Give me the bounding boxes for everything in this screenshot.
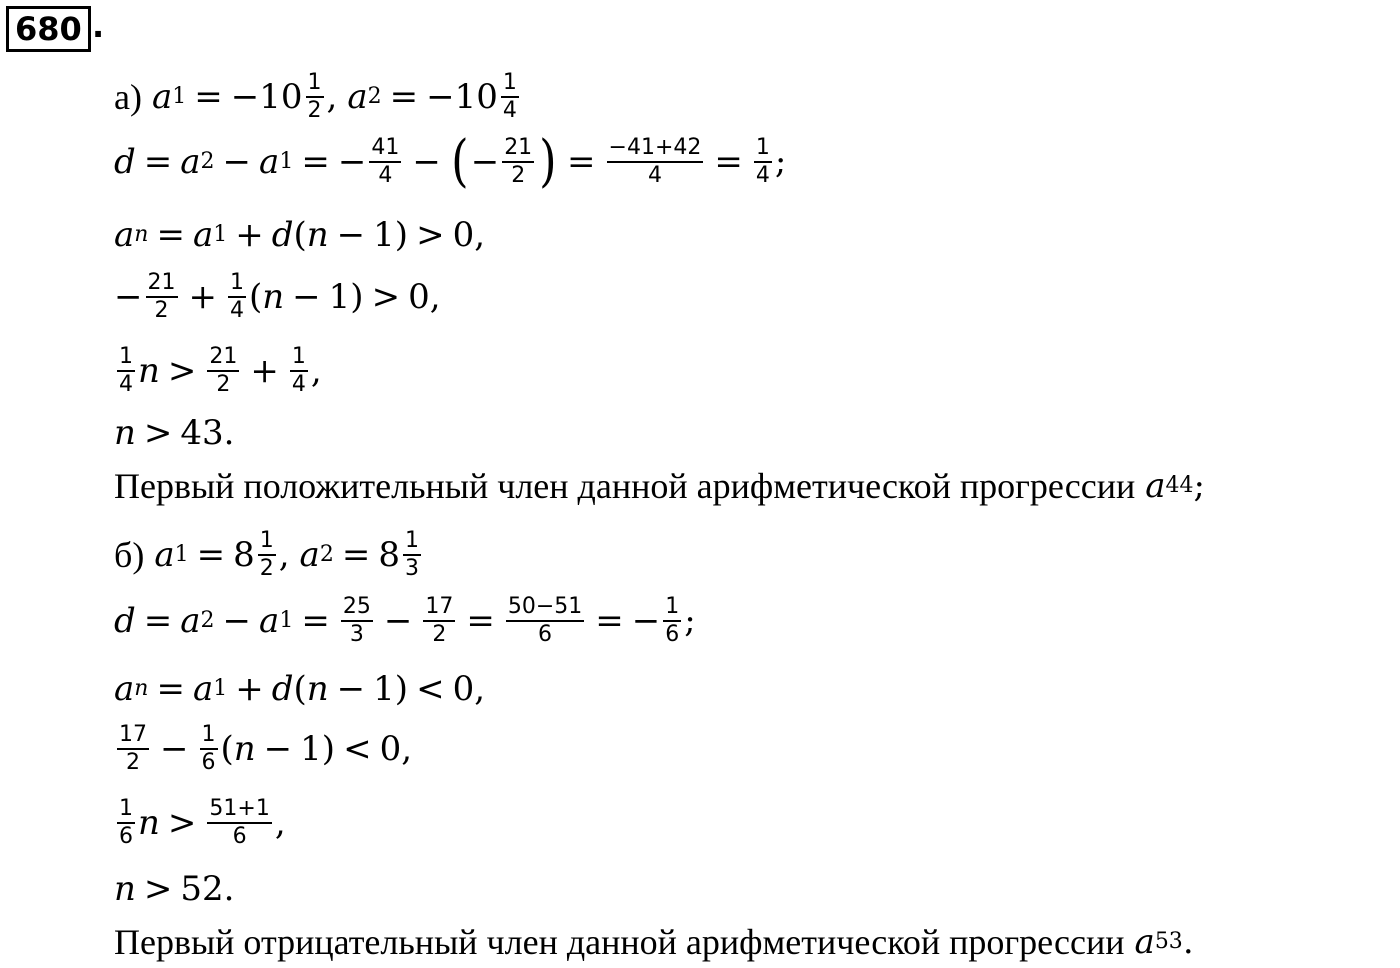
- b-d-line: d = a 2 − a 1 = $\frac{25}{3}$ − $\frac{17}{2}$ = $\frac{50-51}{6}$ = − $\frac{1}{6}$ ;: [114, 594, 696, 647]
- b-step1: $\frac{17}{2}$ − $\frac{1}{6}$ ( n − 1) < 0,: [119, 722, 413, 775]
- a-result: n > 43.: [114, 413, 235, 453]
- a-d-line: d = a 2 − a 1 = − $\frac{41}{4}$ − ( − $\frac{21}{2}$ ) = $\frac{-41+42}{4}$ = $\frac{1}{4}$ ;: [114, 129, 787, 194]
- b-given: б) a 1 = 8 $\frac{1}{2}$ , a 2 = 8 $\frac{1}{3}$: [114, 528, 419, 581]
- a-label: а): [114, 77, 142, 117]
- a-conclusion: Первый положительный член данной арифметической прогрессии a 44 ;: [114, 466, 1206, 506]
- a-step2: $\frac{1}{4}$ n > $\frac{21}{2}$ + $\frac{1}{4}$ ,: [119, 344, 322, 397]
- problem-number: 680: [6, 6, 91, 52]
- problem-number-dot: .: [92, 7, 105, 45]
- b-conclusion: Первый отрицательный член данной арифметической прогрессии a 53 .: [114, 922, 1194, 962]
- a-condition: a n = a 1 + d ( n − 1) > 0,: [114, 215, 486, 255]
- b-condition: a n = a 1 + d ( n − 1) < 0,: [114, 669, 486, 709]
- b-step2: $\frac{1}{6}$ n > $\frac{51+1}{6}$ ,: [119, 796, 286, 849]
- a-given: а) a 1 = −10 $\frac{1}{2}$ , a 2 = −10 $\frac{1}{4}$: [114, 70, 517, 123]
- a-step1: − $\frac{21}{2}$ + $\frac{1}{4}$ ( n − 1) > 0,: [114, 270, 441, 323]
- b-label: б): [114, 535, 145, 575]
- b-result: n > 52.: [114, 869, 235, 909]
